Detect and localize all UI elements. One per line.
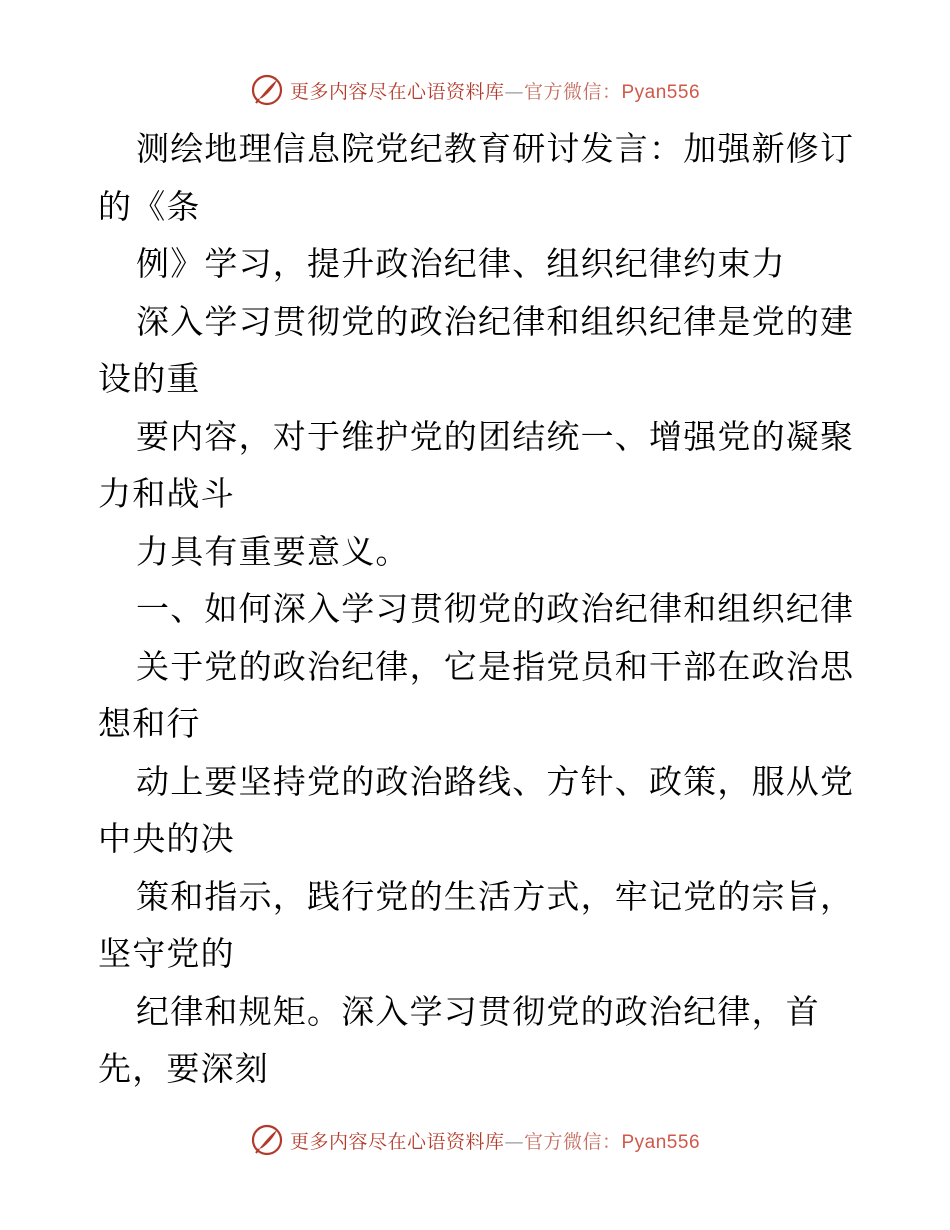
- doc-line: 纪律和规矩。深入学习贯彻党的政治纪律，首: [136, 991, 820, 1031]
- header-banner: [0, 70, 950, 110]
- banner-slogan: 更多内容尽在心语资料库: [289, 80, 505, 103]
- doc-line: 想和行: [98, 704, 201, 743]
- doc-line: 设的重: [98, 359, 201, 398]
- doc-line: 一、如何深入学习贯彻党的政治纪律和组织纪律: [136, 589, 855, 628]
- banner-wechat-label: 官方微信：: [523, 1130, 622, 1153]
- doc-line: 例》学习，提升政治纪律、组织纪律约束力: [136, 244, 786, 283]
- doc-line: 测绘地理信息院党纪教育研讨发言：加强新修订: [136, 129, 855, 168]
- banner-dash: —: [504, 80, 524, 103]
- doc-line: 深入学习贯彻党的政治纪律和组织纪律是党的建: [136, 301, 855, 341]
- doc-line: 关于党的政治纪律，它是指党员和干部在政治思: [136, 646, 855, 686]
- doc-line: 力和战斗: [98, 474, 235, 513]
- doc-line: 的《条: [98, 186, 201, 226]
- banner-wechat-label: 官方微信：: [523, 80, 622, 103]
- doc-line: 中央的决: [98, 819, 235, 858]
- banner-wechat-id: Pyan556: [621, 81, 701, 103]
- doc-line: 要内容，对于维护党的团结统一、增强党的凝聚: [136, 416, 855, 456]
- doc-line: 坚守党的: [98, 934, 235, 973]
- banner-slogan: 更多内容尽在心语资料库: [289, 1130, 505, 1153]
- doc-line: 动上要坚持党的政治路线、方针、政策，服从党: [136, 761, 855, 801]
- document-body: [98, 120, 858, 1098]
- banner-wechat-id: Pyan556: [621, 1131, 701, 1153]
- doc-line: 先，要深刻: [98, 1049, 269, 1088]
- quill-pen-icon: [250, 1123, 284, 1157]
- footer-banner: [0, 1120, 950, 1160]
- banner-dash: —: [504, 1130, 524, 1153]
- doc-line: 策和指示，践行党的生活方式，牢记党的宗旨，: [136, 876, 855, 916]
- doc-line: 力具有重要意义。: [136, 531, 410, 571]
- quill-pen-icon: [250, 73, 284, 107]
